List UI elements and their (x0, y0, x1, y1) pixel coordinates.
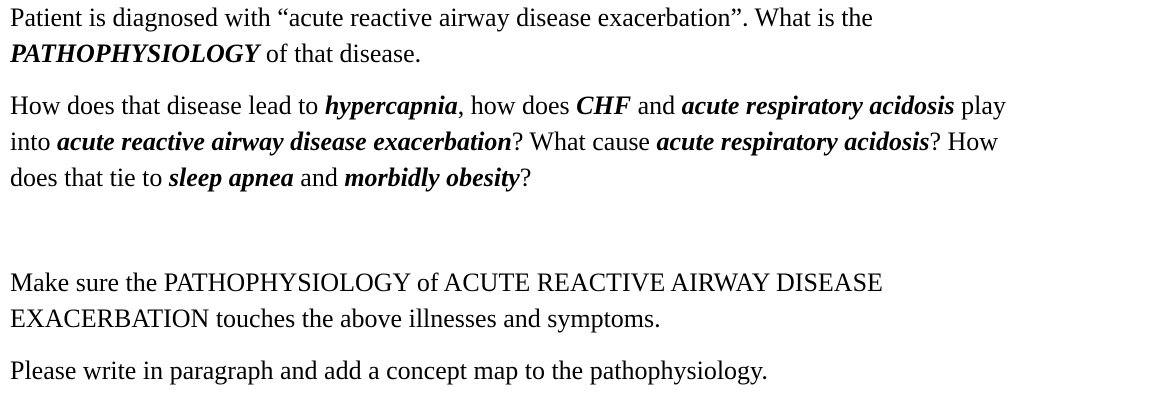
emphasis-acute-reactive-airway-disease: acute reactive airway disease exacerbation (56, 127, 512, 156)
diagnosis-line-1: Patient is diagnosed with “acute reactive airway disease exacerbation”. What is the (10, 3, 873, 32)
mechanisms-text-2: , how does (457, 91, 577, 120)
mechanisms-line-3 (10, 163, 531, 192)
emphasis-chf: CHF (576, 91, 632, 120)
emphasis-acute-respiratory-acidosis-2: acute respiratory acidosis (656, 127, 930, 156)
emphasis-hypercapnia: hypercapnia (324, 91, 458, 120)
scope-line-1: Make sure the PATHOPHYSIOLOGY of ACUTE REACTIVE AIRWAY DISEASE (10, 268, 883, 297)
mechanisms-text-8: does that tie to (10, 163, 169, 192)
mechanisms-line-1 (10, 91, 1006, 120)
mechanisms-text-3: and (631, 91, 682, 120)
instruction-paragraph-scope (10, 265, 1140, 337)
emphasis-morbidly-obesity: morbidly obesity (344, 163, 520, 192)
mechanisms-text-9: and (293, 163, 345, 192)
emphasis-acute-respiratory-acidosis-1: acute respiratory acidosis (681, 91, 955, 120)
question-paragraph-diagnosis (10, 0, 1140, 72)
emphasis-sleep-apnea: sleep apnea (168, 163, 294, 192)
scope-line-2: EXACERBATION touches the above illnesses and symptoms. (10, 304, 661, 333)
mechanisms-line-2 (10, 127, 998, 156)
mechanisms-text-7: ? How (929, 127, 999, 156)
mechanisms-text-4: play (954, 91, 1006, 120)
emphasis-pathophysiology: PATHOPHYSIOLOGY (10, 39, 260, 68)
format-line: Please write in paragraph and add a concept map to the pathophysiology. (10, 356, 768, 385)
mechanisms-text-5: into (10, 127, 57, 156)
mechanisms-text-1: How does that disease lead to (10, 91, 325, 120)
diagnosis-line-2-rest: of that disease. (259, 39, 422, 68)
mechanisms-text-10: ? (519, 163, 532, 192)
instruction-paragraph-format (10, 353, 1140, 389)
mechanisms-text-6: ? What cause (511, 127, 657, 156)
question-paragraph-mechanisms (10, 88, 1140, 196)
document-body (10, 0, 1140, 389)
